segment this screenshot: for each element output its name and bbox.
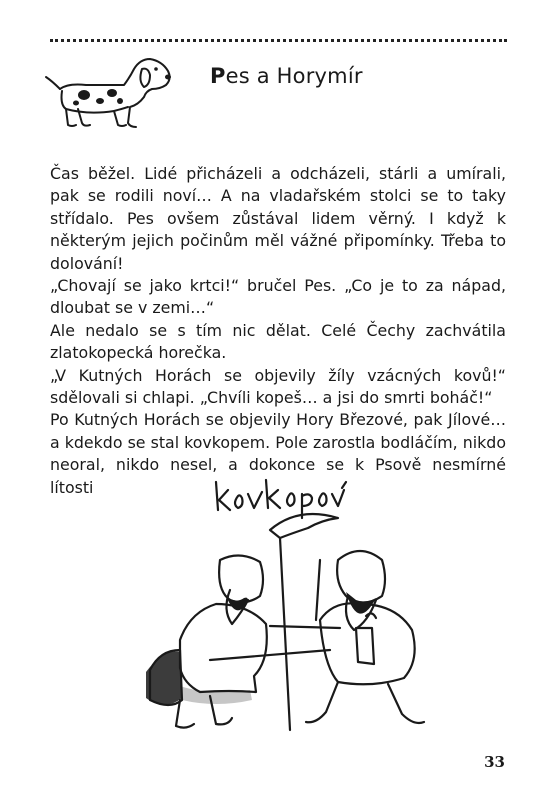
paragraph: Čas běžel. Lidé přicházeli a odcházeli, stárli a umírali, pak se rodili noví… A na vladařském stolci se to taky střídalo. Pes ovšem zůstával lidem věrný. I když k některým jejich počinům měl vážné připomínky. Třeba to dolování! bbox=[50, 164, 506, 273]
miners-illustration bbox=[120, 500, 450, 740]
title-rest: es a Horymír bbox=[225, 64, 363, 88]
paragraph: „Chovají se jako krtci!“ bručel Pes. „Co je to za nápad, dloubat se v zemi…“ bbox=[50, 276, 506, 318]
page-number: 33 bbox=[484, 753, 505, 771]
story-text bbox=[50, 163, 506, 499]
paragraph: „V Kutných Horách se objevily žíly vzácných kovů!“ sdělovali si chlapi. „Chvíli kopeš… a jsi do smrti boháč!“ bbox=[50, 365, 506, 408]
paragraph: Po Kutných Horách se objevily Hory Březové, pak Jílové… a kdekdo se stal kovkopem. Pole zarostla bodláčím, nikdo neoral, nikdo nesel, a dokonce se k Psově nesmírné lítosti bbox=[50, 410, 506, 497]
page-title bbox=[210, 64, 363, 88]
title-first-letter: P bbox=[210, 64, 226, 88]
paragraph: Ale nedalo se s tím nic dělat. Celé Čechy zachvátila zlatokopecká horečka. bbox=[50, 320, 506, 363]
dog-illustration bbox=[38, 55, 178, 135]
dotted-rule bbox=[50, 39, 507, 42]
